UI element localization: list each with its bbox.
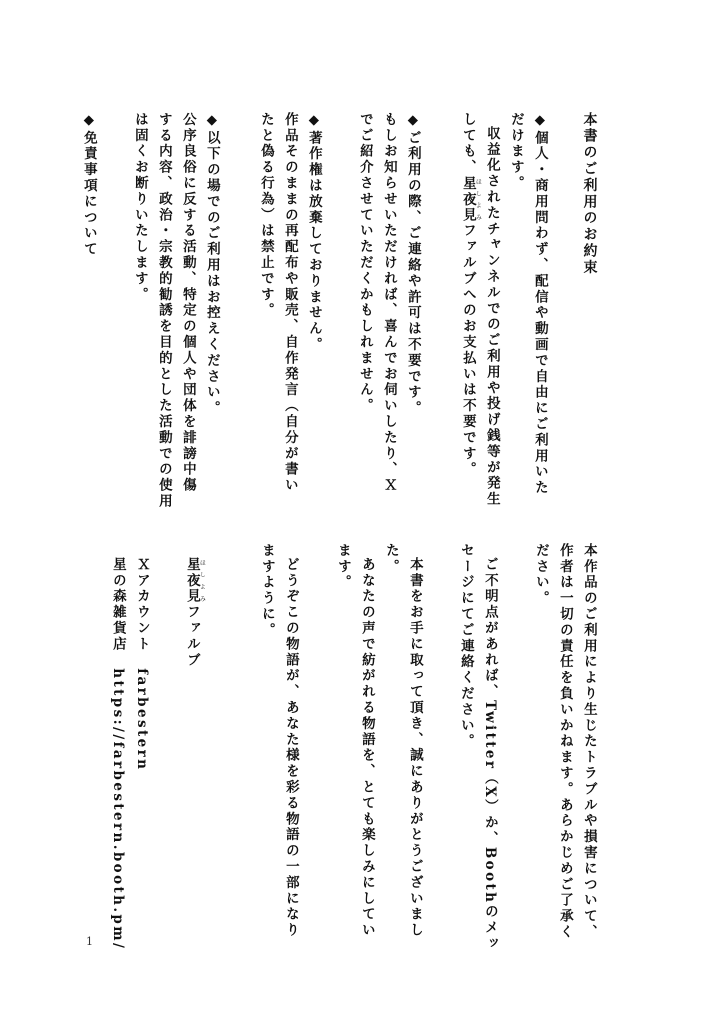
terms-line: は固くお断りいたします。 bbox=[131, 112, 148, 303]
terms-text: しても、 bbox=[459, 112, 476, 176]
disclaimer-line: 本作品のご利用により生じたトラブルや損害について、 bbox=[580, 543, 597, 941]
thanks-line: 本書をお手に取って頂き、誠にありがとうございまし bbox=[406, 557, 423, 939]
contact-line: セージにてご連絡ください。 bbox=[457, 543, 474, 750]
disclaimer-line: ださい。 bbox=[532, 543, 549, 607]
page-number: 1 bbox=[86, 935, 93, 948]
signature-name-reading: ほしよみ bbox=[198, 557, 206, 605]
terms-line: 収益化されたチャンネルでのご利用や投げ銭等が発生 bbox=[483, 126, 500, 508]
thanks-line: ます。 bbox=[334, 543, 351, 591]
terms-line: 作品そのままの再配布や販売、自作発言（自分が書い bbox=[281, 112, 298, 494]
author-name: 星夜見 bbox=[459, 175, 476, 224]
terms-line: ◆著作権は放棄しておりません。 bbox=[305, 112, 322, 353]
booth-shop-link[interactable]: 星の森雑貨店 https://farbestern.booth.pm/ bbox=[109, 557, 126, 951]
disclaimer-heading: ◆免責事項について bbox=[80, 112, 97, 258]
signature-name-ruby bbox=[183, 557, 206, 605]
terms-line: たと偽る行為）は禁止です。 bbox=[257, 112, 274, 319]
author-name-ruby bbox=[459, 175, 482, 224]
signature-name-base: 星夜見 bbox=[183, 557, 200, 605]
terms-line: でご紹介させていただくかもしれません。 bbox=[356, 112, 373, 415]
disclaimer-line: 作者は一切の責任を負いかねます。あらかじめご了承く bbox=[556, 543, 573, 941]
terms-line: 公序良俗に反する活動、特定の個人や団体を誹謗中傷 bbox=[179, 112, 196, 494]
thanks-line: あなたの声で紡がれる物語を、とても楽しみにしてい bbox=[358, 557, 375, 939]
terms-line: する内容、政治・宗教的勧誘を目的とした活動での使用 bbox=[155, 112, 172, 510]
terms-text: ファルブへのお支払いは不要です。 bbox=[459, 223, 476, 478]
signature-name bbox=[183, 557, 205, 668]
terms-line: もしお知らせいただければ、喜んでお伺いしたり、Ｘ bbox=[380, 112, 397, 494]
x-account: Ｘアカウント farbestern bbox=[133, 557, 150, 772]
terms-line: だけます。 bbox=[507, 112, 524, 192]
wish-line: どうぞこの物語が、あなた様を彩る物語の一部になり bbox=[282, 557, 299, 939]
terms-line: ◆以下の場でのご利用はお控えください。 bbox=[203, 112, 220, 417]
terms-line: ◆個人・商用問わず、配信や動画で自由にご利用いた bbox=[531, 112, 548, 497]
contact-line: ご不明点があれば、Twitter（X）か、Boothのメッ bbox=[481, 557, 498, 953]
wish-line: ますように。 bbox=[258, 543, 275, 639]
document-title: 本書のご利用のお約束 bbox=[581, 112, 598, 276]
author-name-reading: ほしよみ bbox=[474, 175, 482, 224]
signature-name-rest: ファルブ bbox=[183, 604, 200, 669]
terms-line: ◆ご利用の際、ご連絡や許可は不要です。 bbox=[404, 112, 421, 417]
thanks-line: た。 bbox=[382, 543, 399, 575]
terms-line bbox=[459, 112, 481, 478]
